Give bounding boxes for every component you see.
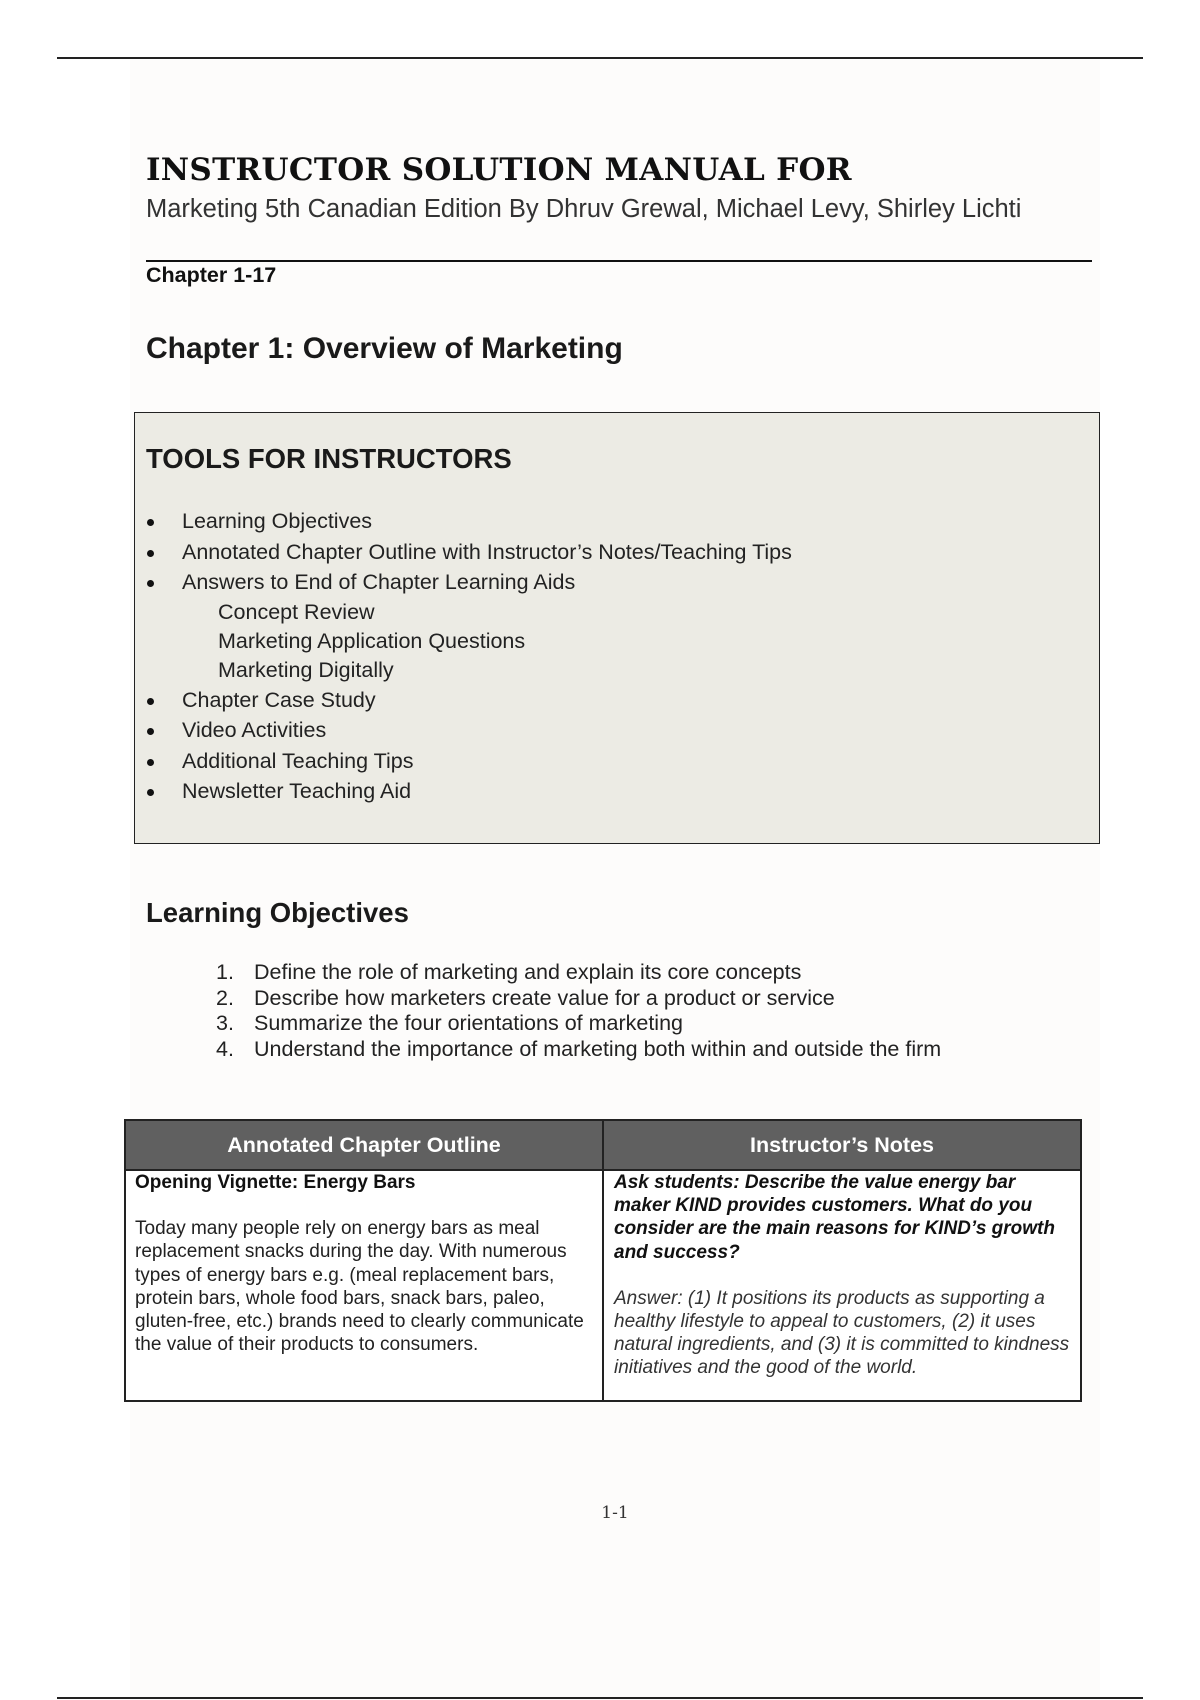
notes-answer: Answer: (1) It positions its products as supporting a healthy lifestyle to appeal to customers, (2) it uses natural ingredients, and (3) it is committed to kindness initiatives and the good of the world. <box>614 1287 1070 1379</box>
objective-number: 3. <box>216 1011 234 1035</box>
outline-table <box>124 1119 1082 1402</box>
learning-objective <box>216 1011 941 1037</box>
manual-title: INSTRUCTOR SOLUTION MANUAL FOR <box>146 152 852 188</box>
objective-text: Summarize the four orientations of marketing <box>254 1011 684 1035</box>
tools-item: Annotated Chapter Outline with Instructor’s Notes/Teaching Tips <box>135 537 792 568</box>
notes-cell <box>614 1171 1074 1380</box>
notes-question: Ask students: Describe the value energy bar maker KIND provides customers. What do you consider are the main reasons for KIND’s growth and success? <box>614 1172 1055 1263</box>
column-divider <box>602 1121 604 1400</box>
page-area <box>130 60 1100 1700</box>
vignette-title: Opening Vignette: Energy Bars <box>135 1172 416 1193</box>
learning-objectives-heading: Learning Objectives <box>146 897 409 928</box>
top-rule <box>57 57 1143 59</box>
outline-cell <box>135 1171 595 1356</box>
objective-number: 4. <box>216 1036 234 1061</box>
tools-list <box>135 506 792 807</box>
page-number: 1-1 <box>601 1503 629 1523</box>
objective-text: Describe how marketers create value for a product or service <box>254 985 835 1010</box>
objective-number: 1. <box>216 960 234 984</box>
objective-text: Understand the importance of marketing both within and outside the firm <box>254 1036 942 1061</box>
objective-text: Define the role of marketing and explain its core concepts <box>254 960 802 984</box>
tools-subitem: Marketing Application Questions <box>218 628 526 653</box>
learning-objective <box>216 1037 941 1063</box>
learning-objective <box>216 986 941 1012</box>
chapter-heading: Chapter 1: Overview of Marketing <box>146 332 623 365</box>
tools-subitem: Concept Review <box>218 599 375 624</box>
learning-objective <box>216 960 941 986</box>
header-notes: Instructor’s Notes <box>750 1133 934 1157</box>
tools-item: Additional Teaching Tips <box>135 746 792 777</box>
tools-item: Learning Objectives <box>135 506 792 537</box>
tools-item: Video Activities <box>135 715 792 746</box>
learning-objectives-list <box>216 960 941 1062</box>
tools-item: Answers to End of Chapter Learning Aids <box>135 567 792 598</box>
header-outline: Annotated Chapter Outline <box>227 1133 501 1157</box>
tools-subitem: Marketing Digitally <box>218 657 394 682</box>
tools-box <box>134 412 1100 844</box>
objective-number: 2. <box>216 985 234 1010</box>
vignette-body: Today many people rely on energy bars as meal replacement snacks during the day. With numerous types of energy bars e.g. (meal replacement bars, protein bars, whole food bars, snack bars, paleo, gluten-free, etc.) brands need to clearly communicate the value of their products to consumers. <box>135 1218 584 1356</box>
tools-item: Chapter Case Study <box>135 685 792 716</box>
tools-item: Newsletter Teaching Aid <box>135 776 792 807</box>
bottom-rule <box>57 1697 1143 1699</box>
book-title: Marketing 5th Canadian Edition By Dhruv Grewal, Michael Levy, Shirley Lichti <box>146 195 1022 223</box>
chapter-range: Chapter 1-17 <box>146 263 277 287</box>
title-rule <box>146 260 1092 262</box>
tools-heading: TOOLS FOR INSTRUCTORS <box>146 443 512 474</box>
